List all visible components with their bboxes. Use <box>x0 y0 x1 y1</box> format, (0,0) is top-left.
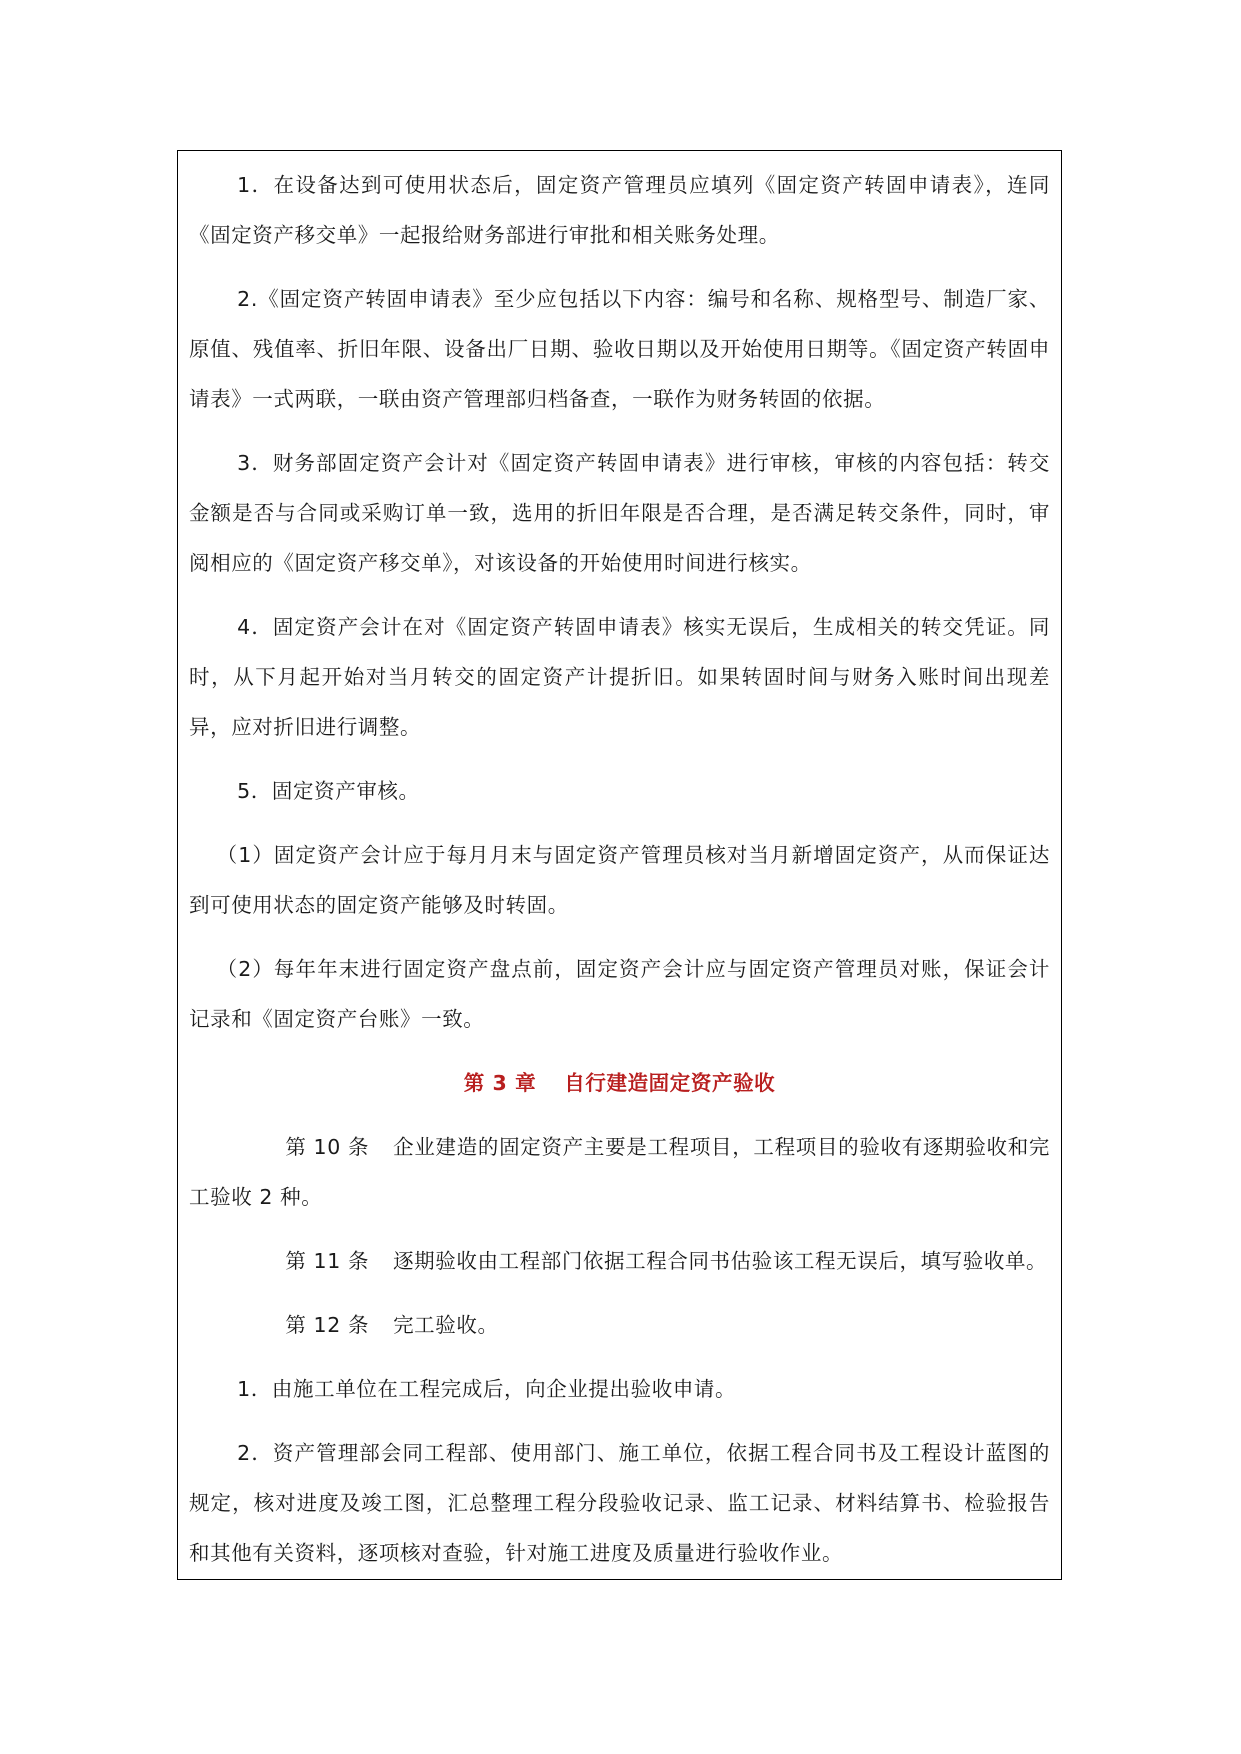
document-frame <box>177 150 1062 1580</box>
paragraph-subitem-1: （1）固定资产会计应于每月月末与固定资产管理员核对当月新增固定资产，从而保证达到可使用状态的固定资产能够及时转固。 <box>189 843 1050 917</box>
article-text: 企业建造的固定资产主要是工程项目，工程项目的验收有逐期验收和完工验收 2 种。 <box>189 1135 1050 1209</box>
paragraph-item-4: 4．固定资产会计在对《固定资产转固申请表》核实无误后，生成相关的转交凭证。同时，从下月起开始对当月转交的固定资产计提折旧。如果转固时间与财务入账时间出现差异，应对折旧进行调整。 <box>189 615 1050 739</box>
article-10 <box>189 1122 1050 1222</box>
article-text: 完工验收。 <box>393 1313 499 1337</box>
article-number: 第 10 条 <box>285 1135 370 1159</box>
paragraph-after-1: 1．由施工单位在工程完成后，向企业提出验收申请。 <box>237 1377 737 1401</box>
paragraph-item-5: 5．固定资产审核。 <box>237 779 420 803</box>
paragraph-item-1: 1．在设备达到可使用状态后，固定资产管理员应填列《固定资产转固申请表》，连同《固定资产移交单》一起报给财务部进行审批和相关账务处理。 <box>189 173 1050 247</box>
article-12 <box>189 1300 1050 1350</box>
paragraph-item-3: 3．财务部固定资产会计对《固定资产转固申请表》进行审核，审核的内容包括：转交金额是否与合同或采购订单一致，选用的折旧年限是否合理，是否满足转交条件，同时，审阅相应的《固定资产移交单》，对该设备的开始使用时间进行核实。 <box>189 451 1050 575</box>
chapter-title: 自行建造固定资产验收 <box>564 1071 776 1095</box>
article-number: 第 12 条 <box>285 1313 370 1337</box>
paragraph-after-2: 2．资产管理部会同工程部、使用部门、施工单位，依据工程合同书及工程设计蓝图的规定，核对进度及竣工图，汇总整理工程分段验收记录、监工记录、材料结算书、检验报告和其他有关资料，逐项核对查验，针对施工进度及质量进行验收作业。 <box>189 1441 1050 1565</box>
chapter-heading <box>189 1058 1050 1108</box>
paragraph-item-2: 2.《固定资产转固申请表》至少应包括以下内容：编号和名称、规格型号、制造厂家、原值、残值率、折旧年限、设备出厂日期、验收日期以及开始使用日期等。《固定资产转固申请表》一式两联，一联由资产管理部归档备查，一联作为财务转固的依据。 <box>189 287 1050 411</box>
article-text: 逐期验收由工程部门依据工程合同书估验该工程无误后，填写验收单。 <box>393 1249 1048 1273</box>
chapter-number: 第 3 章 <box>463 1071 537 1095</box>
article-number: 第 11 条 <box>285 1249 370 1273</box>
article-11 <box>189 1236 1050 1286</box>
paragraph-subitem-2: （2）每年年末进行固定资产盘点前，固定资产会计应与固定资产管理员对账，保证会计记录和《固定资产台账》一致。 <box>189 957 1050 1031</box>
